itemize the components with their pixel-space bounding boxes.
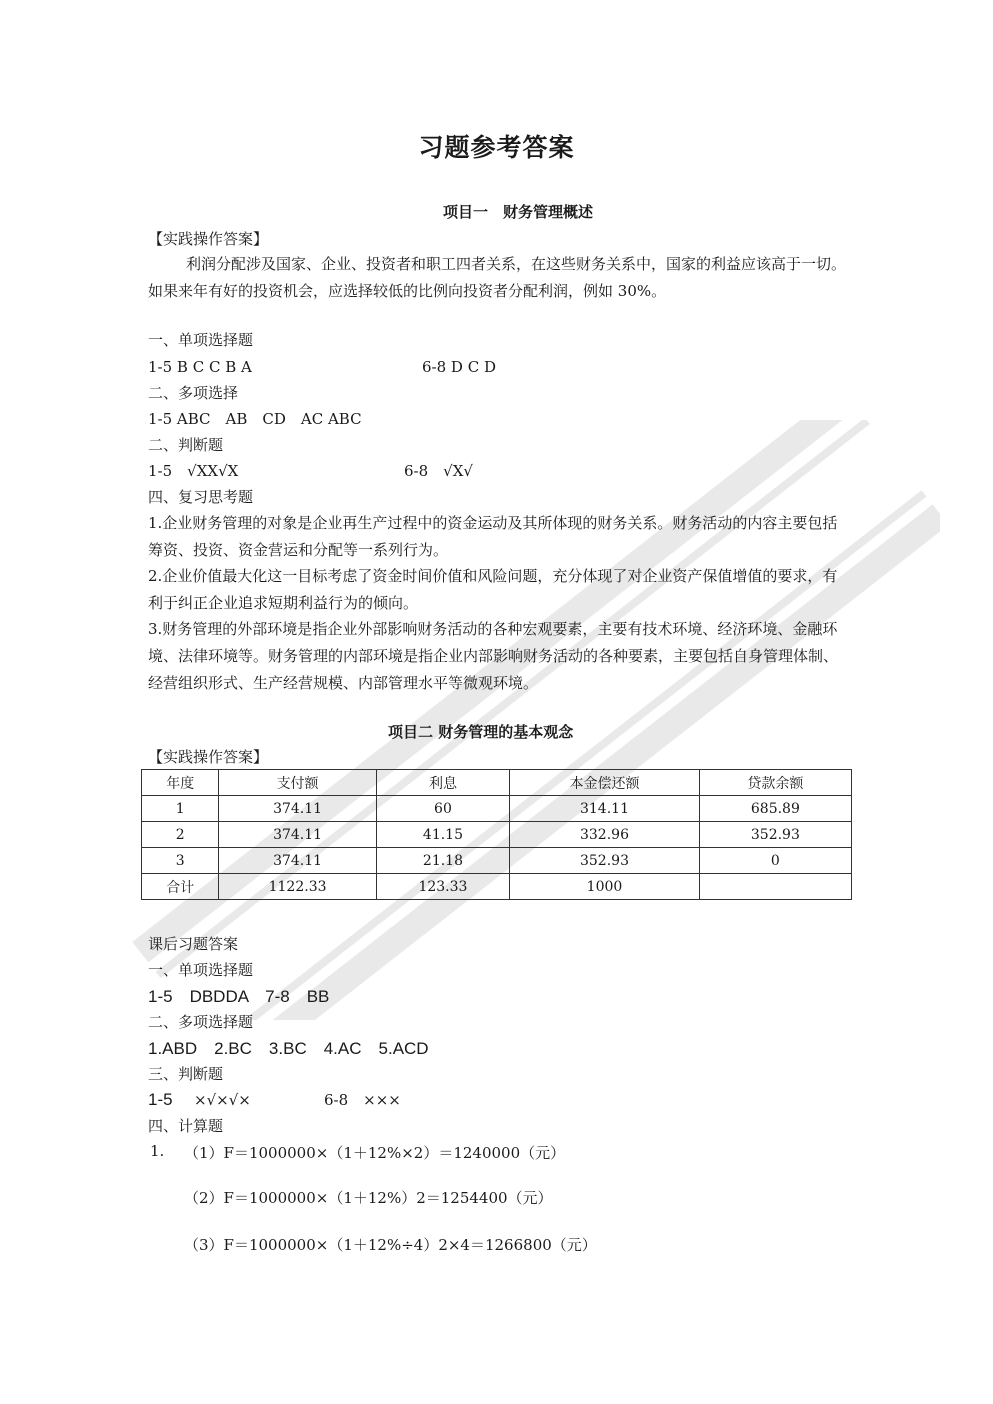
table-cell: 1000 [510,874,700,900]
page-title: 习题参考答案 [418,133,575,162]
p1-single-choice-answers-b: 6-8 D C D [422,358,496,376]
p2-calc-formula-2: （2）F＝1000000×（1＋12%）2＝1254400（元） [184,1189,553,1207]
p2-calc-formula-1: （1）F＝1000000×（1＋12%×2）＝1240000（元） [184,1144,566,1162]
p2-judge-label: 三、判断题 [148,1065,224,1083]
p2-single-choice-answers: 1-5 DBDDA 7-8 BB [148,987,330,1006]
table-header-cell: 本金偿还额 [510,770,700,796]
loan-repayment-table [141,769,852,900]
p1-multi-choice-answers: 1-5 ABC AB CD AC ABC [148,410,362,428]
project1-practice-text: 利润分配涉及国家、企业、投资者和职工四者关系，在这些财务关系中，国家的利益应该高于一切。如果来年有好的投资机会，应选择较低的比例向投资者分配利润，例如 30%。 [148,255,847,300]
p1-judge-answers-b: 6-8 √X√ [404,462,473,480]
table-cell: 合计 [142,874,219,900]
table-cell: 21.18 [376,848,510,874]
p2-judge-marks-a: ×√×√× [194,1091,251,1109]
table-cell: 685.89 [699,796,851,822]
table-cell [699,874,851,900]
table-header-cell: 年度 [142,770,219,796]
table-header-cell: 利息 [376,770,510,796]
table-cell: 2 [142,822,219,848]
project2-heading: 项目二 财务管理的基本观念 [388,723,574,741]
p1-single-choice-answers-a: 1-5 B C C B A [148,358,252,376]
p2-judge-prefix-a: 1-5 [148,1090,173,1109]
table-header-cell: 支付额 [219,770,376,796]
p2-single-choice-label: 一、单项选择题 [148,961,254,979]
p2-calc-label: 四、计算题 [148,1117,224,1135]
table-header-cell: 贷款余额 [699,770,851,796]
table-header-row [142,770,852,796]
project1-heading: 项目一 财务管理概述 [443,203,594,221]
table-row [142,796,852,822]
p2-multi-choice-label: 二、多项选择题 [148,1013,254,1031]
p1-judge-label: 二、判断题 [148,436,224,454]
table-cell: 374.11 [219,822,376,848]
p1-review-answer-3: 3.财务管理的外部环境是指企业外部影响财务活动的各种宏观要素，主要有技术环境、经济环境、金融环境、法律环境等。财务管理的内部环境是指企业内部影响财务活动的各种要素，主要包括自身管理体制、经营组织形式、生产经营规模、内部管理水平等微观环境。 [148,620,839,692]
table-cell: 374.11 [219,848,376,874]
p1-review-answer-2: 2.企业价值最大化这一目标考虑了资金时间价值和风险问题，充分体现了对企业资产保值增值的要求，有利于纠正企业追求短期利益行为的倾向。 [148,567,838,612]
table-cell: 1122.33 [219,874,376,900]
p1-single-choice-label: 一、单项选择题 [148,331,254,349]
p1-review-answer-1: 1.企业财务管理的对象是企业再生产过程中的资金运动及其所体现的财务关系。财务活动的内容主要包括筹资、投资、资金营运和分配等一系列行为。 [148,514,838,559]
p2-homework-label: 课后习题答案 [148,935,239,953]
table-cell: 332.96 [510,822,700,848]
table-cell: 1 [142,796,219,822]
table-cell: 352.93 [510,848,700,874]
table-cell: 60 [376,796,510,822]
p1-judge-answers-a: 1-5 √XX√X [148,462,239,480]
table-row [142,848,852,874]
p2-calc-number: 1. [150,1142,165,1160]
table-cell: 3 [142,848,219,874]
p1-multi-choice-label: 二、多项选择 [148,384,239,402]
table-total-row [142,874,852,900]
table-cell: 314.11 [510,796,700,822]
table-cell: 123.33 [376,874,510,900]
p1-review-label: 四、复习思考题 [148,488,254,506]
p2-judge-answers-b: 6-8 ××× [324,1091,401,1109]
table-row [142,822,852,848]
p2-multi-choice-answers: 1.ABD 2.BC 3.BC 4.AC 5.ACD [148,1039,429,1058]
project2-practice-label: 【实践操作答案】 [148,748,269,766]
p2-calc-formula-3: （3）F＝1000000×（1＋12%÷4）2×4＝1266800（元） [184,1236,597,1254]
table-cell: 41.15 [376,822,510,848]
table-cell: 352.93 [699,822,851,848]
project1-practice-label: 【实践操作答案】 [148,230,269,248]
table-cell: 374.11 [219,796,376,822]
table-cell: 0 [699,848,851,874]
